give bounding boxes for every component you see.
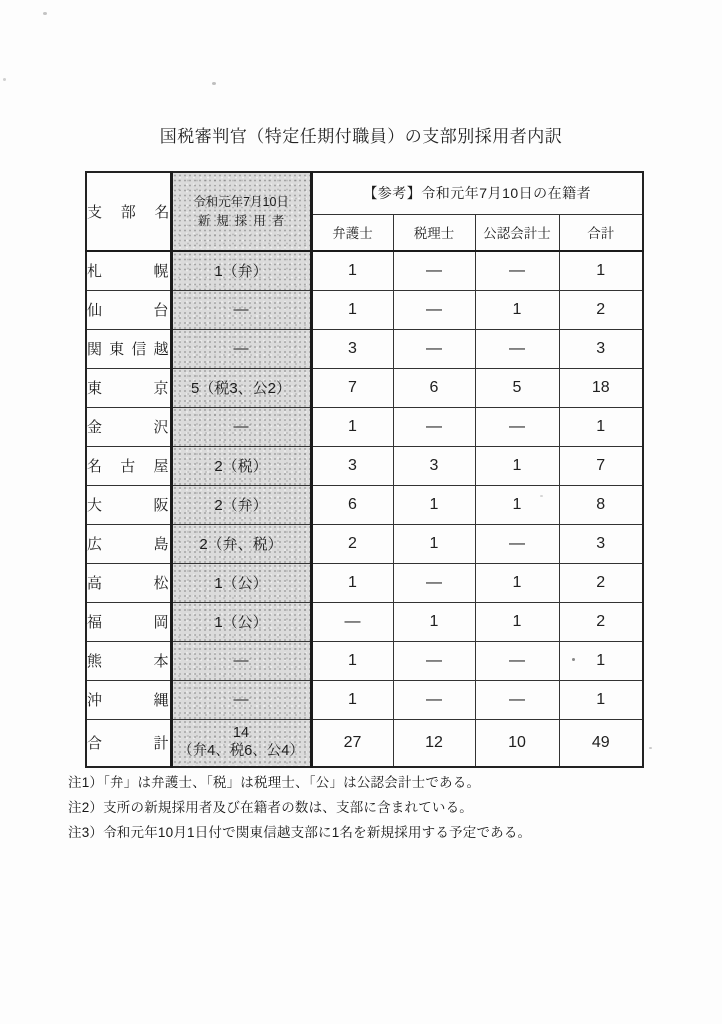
document-title: 国税審判官（特定任期付職員）の支部別採用者内訳 [159,127,563,146]
cpa-column-header: 公認会計士 [475,214,559,251]
new-hires-total-cell [171,719,311,767]
table-row-hiroshima [86,524,643,563]
lawyer-count-cell: 6 [311,485,393,524]
scan-speck [43,12,47,15]
new-hires-cell: 1（公） [171,602,311,641]
branch-name-cell: 大阪 [86,485,171,524]
total-count-cell: 1 [559,641,643,680]
tax-total-cell: 12 [393,719,475,767]
scan-speck [572,658,575,661]
new-hires-cell: 5（税3、公2） [171,368,311,407]
cpa-count-cell: — [475,251,559,290]
new-hires-total-breakdown: （弁4、税6、公4） [178,742,304,759]
total-count-cell: 2 [559,290,643,329]
total-total-cell: 49 [559,719,643,767]
tax-count-cell: — [393,290,475,329]
cpa-count-cell: — [475,329,559,368]
cpa-count-cell: — [475,524,559,563]
total-count-cell: 1 [559,407,643,446]
footnote-1: 注1）「弁」は弁護士、「税」は税理士、「公」は公認会計士である。 [68,775,481,790]
footnote-2: 注2）支所の新規採用者及び在籍者の数は、支部に含まれている。 [68,800,474,815]
new-hires-cell: — [171,641,311,680]
table-row-nagoya [86,446,643,485]
total-count-cell: 3 [559,329,643,368]
tax-count-cell: — [393,680,475,719]
lawyer-count-cell: 3 [311,329,393,368]
table-row-kumamoto [86,641,643,680]
branch-name-cell: 関東信越 [86,329,171,368]
recruits-by-branch-table [85,171,644,768]
total-count-cell: 18 [559,368,643,407]
branch-name-cell: 札幌 [86,251,171,290]
scan-speck [212,82,216,85]
table-row-fukuoka [86,602,643,641]
branch-name-cell: 東京 [86,368,171,407]
header-row-1 [86,172,643,214]
branch-name-cell: 福岡 [86,602,171,641]
cpa-count-cell: — [475,680,559,719]
lawyer-count-cell: 7 [311,368,393,407]
tax-count-cell: — [393,641,475,680]
cpa-count-cell: 1 [475,446,559,485]
table-row-sendai [86,290,643,329]
branch-name-cell: 広島 [86,524,171,563]
new-hires-cell: 2（弁） [171,485,311,524]
tax-count-cell: — [393,407,475,446]
lawyer-count-cell: — [311,602,393,641]
lawyer-column-header: 弁護士 [311,214,393,251]
cpa-count-cell: 1 [475,602,559,641]
scan-speck [540,495,543,497]
lawyer-count-cell: 2 [311,524,393,563]
new-hires-cell: 2（弁、税） [171,524,311,563]
footnote-3: 注3）令和元年10月1日付で関東信越支部に1名を新規採用する予定である。 [68,825,532,840]
tax-count-cell: — [393,251,475,290]
cpa-count-cell: 1 [475,290,559,329]
tax-count-cell: 1 [393,485,475,524]
tax-count-cell: 3 [393,446,475,485]
total-count-cell: 1 [559,251,643,290]
table-row-total [86,719,643,767]
total-count-cell: 2 [559,602,643,641]
branch-name-cell: 仙台 [86,290,171,329]
total-count-cell: 3 [559,524,643,563]
table-row-kantoshinetsu [86,329,643,368]
table-row-sapporo [86,251,643,290]
tax-accountant-column-header: 税理士 [393,214,475,251]
footnotes [68,770,668,845]
new-hires-cell: 1（公） [171,563,311,602]
table-row-okinawa [86,680,643,719]
cpa-count-cell: 5 [475,368,559,407]
lawyer-count-cell: 1 [311,641,393,680]
lawyer-count-cell: 1 [311,680,393,719]
branch-name-cell: 金沢 [86,407,171,446]
table-row-kanazawa [86,407,643,446]
cpa-total-cell: 10 [475,719,559,767]
scan-speck [3,78,6,81]
new-hires-cell: — [171,290,311,329]
new-hires-header-label: 新規採用者 [197,213,291,228]
lawyer-count-cell: 1 [311,563,393,602]
new-hires-cell: — [171,680,311,719]
lawyer-count-cell: 3 [311,446,393,485]
branch-column-header: 支部名 [86,172,171,251]
cpa-count-cell: 1 [475,563,559,602]
branch-name-cell: 熊本 [86,641,171,680]
total-column-header: 合計 [559,214,643,251]
new-hires-total-count: 14 [232,725,250,742]
lawyer-count-cell: 1 [311,251,393,290]
table-row-osaka [86,485,643,524]
branch-name-cell: 沖縄 [86,680,171,719]
total-count-cell: 8 [559,485,643,524]
lawyer-count-cell: 1 [311,290,393,329]
new-hires-cell: — [171,407,311,446]
table-row-tokyo [86,368,643,407]
new-hires-header-date: 令和元年7月10日 [193,194,289,209]
table-row-takamatsu [86,563,643,602]
tax-count-cell: 6 [393,368,475,407]
tax-count-cell: — [393,329,475,368]
new-hires-cell: 2（税） [171,446,311,485]
cpa-count-cell: 1 [475,485,559,524]
scan-speck [649,747,652,749]
total-count-cell: 2 [559,563,643,602]
total-count-cell: 1 [559,680,643,719]
branch-name-cell: 高松 [86,563,171,602]
new-hires-column-header [171,172,311,251]
new-hires-cell: 1（弁） [171,251,311,290]
cpa-count-cell: — [475,407,559,446]
tax-count-cell: — [393,563,475,602]
lawyer-total-cell: 27 [311,719,393,767]
reference-enrollment-header: 【参考】令和元年7月10日の在籍者 [311,172,643,214]
total-count-cell: 7 [559,446,643,485]
new-hires-cell: — [171,329,311,368]
tax-count-cell: 1 [393,524,475,563]
branch-name-cell: 合計 [86,719,171,767]
cpa-count-cell: — [475,641,559,680]
branch-name-cell: 名古屋 [86,446,171,485]
lawyer-count-cell: 1 [311,407,393,446]
tax-count-cell: 1 [393,602,475,641]
